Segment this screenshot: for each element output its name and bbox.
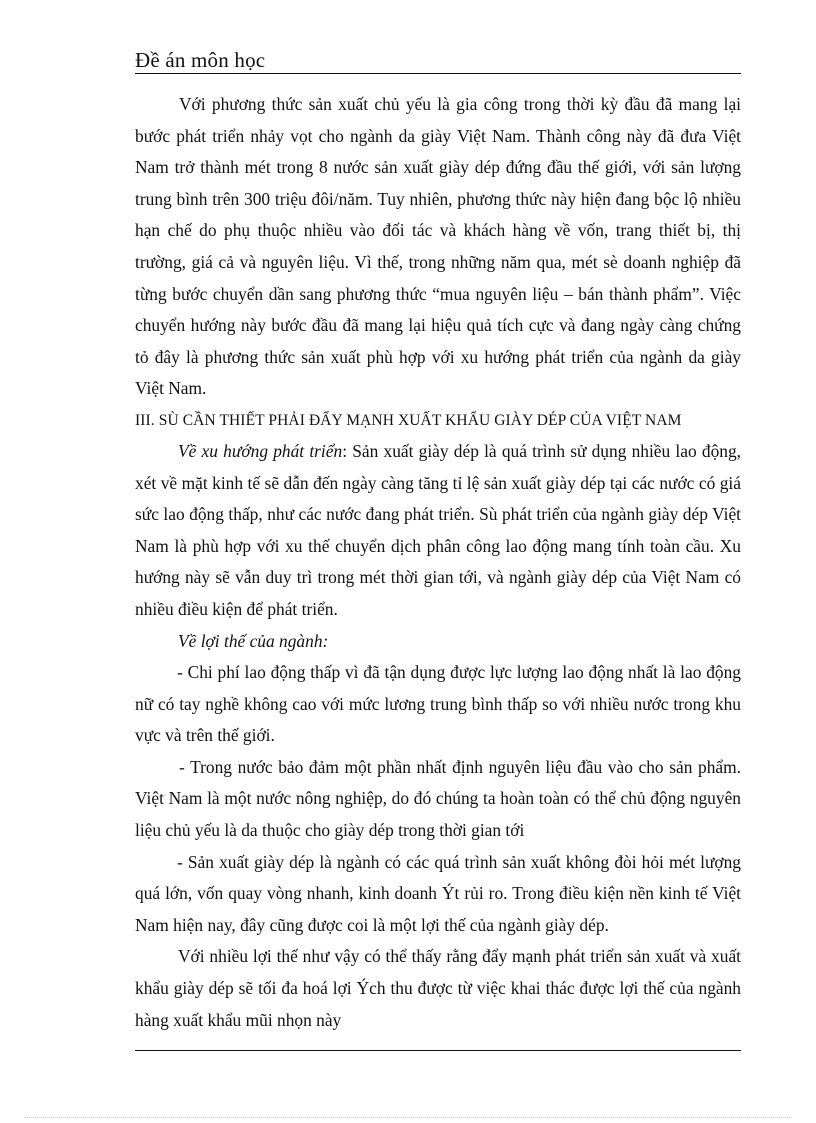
section-heading-iii: III. SÙ CẦN THIẾT PHẢI ĐẨY MẠNH XUẤT KHẨU GIÀY DÉP CỦA VIỆT NAM	[135, 411, 682, 429]
page-bottom-edge	[24, 1117, 792, 1118]
paragraph-development-trend	[135, 436, 741, 626]
paragraph-production-method: Với phương thức sản xuất chủ yếu là gia công trong thời kỳ đầu đã mang lại bước phát triển nhảy vọt cho ngành da giày Việt Nam. Thành công này đã đưa Việt Nam trở thành mét trong 8 nước sản xuất giày dép đứng đầu thế giới, với sản lượng trung bình trên 300 triệu đôi/năm. Tuy nhiên, phương thức này hiện đang bộc lộ nhiều hạn chế do phụ thuộc nhiều vào đối tác và khách hàng về vốn, trang thiết bị, thị trường, giá cả và nguyên liệu. Vì thế, trong những năm qua, mét sè doanh nghiệp đã từng bước chuyển dần sang phương thức “mua nguyên liệu – bán thành phẩm”. Việc chuyển hướng này bước đầu đã mang lại hiệu quả tích cực và đang ngày càng chứng tỏ đây là phương thức sản xuất phù hợp với xu hướng phát triển của ngành da giày Việt Nam.	[135, 94, 741, 399]
paragraph-conclusion: Với nhiều lợi thế như vậy có thể thấy rằng đẩy mạnh phát triển sản xuất và xuất khẩu giày dép sẽ tối đa hoá lợi Ých thu được từ việc khai thác được lợi thế của ngành hàng xuất khẩu mũi nhọn này	[135, 946, 741, 1030]
header-divider	[135, 73, 741, 74]
advantage-heading: Về lợi thế của ngành:	[178, 630, 329, 651]
trend-lead-label: Về xu hướng phát triển	[178, 440, 343, 461]
document-body	[135, 89, 741, 1036]
footer-divider	[135, 1050, 741, 1051]
advantage-item-raw-materials: - Trong nước bảo đảm một phần nhất định nguyên liệu đầu vào cho sản phẩm. Việt Nam là một nước nông nghiệp, do đó chúng ta hoàn toàn có thể chủ động nguyên liệu chủ yếu là da thuộc cho giày dép trong thời gian tới	[135, 756, 741, 841]
trend-text: : Sản xuất giày dép là quá trình sử dụng nhiều lao động, xét về mặt kinh tế sẽ dẫn đến ngày càng tăng tỉ lệ sản xuất giày dép tại các nước có giá sức lao động thấp, như các nước đang phát triển. Sù phát triển của ngành giày dép Việt Nam là phù hợp với xu thế chuyển dịch phân công lao động mang tính toàn cầu. Xu hướng này sẽ vẫn duy trì trong mét thời gian tới, và ngành giày dép của Việt Nam có nhiều điều kiện để phát triển.	[135, 440, 742, 619]
page-header-title: Đề án môn học	[135, 48, 266, 72]
advantage-item-labor-cost: - Chi phí lao động thấp vì đã tận dụng được lực lượng lao động nhất là lao động nữ có tay nghề không cao với mức lương trung bình thấp so với nhiều nước trong khu vực và trên thế giới.	[135, 662, 741, 746]
advantage-item-production-process: - Sản xuất giày dép là ngành có các quá trình sản xuất không đòi hỏi mét lượng quá lớn, vốn quay vòng nhanh, kinh doanh Ýt rủi ro. Trong điều kiện nền kinh tế Việt Nam hiện nay, đây cũng được coi là một lợi thế của ngành giày dép.	[135, 851, 741, 935]
